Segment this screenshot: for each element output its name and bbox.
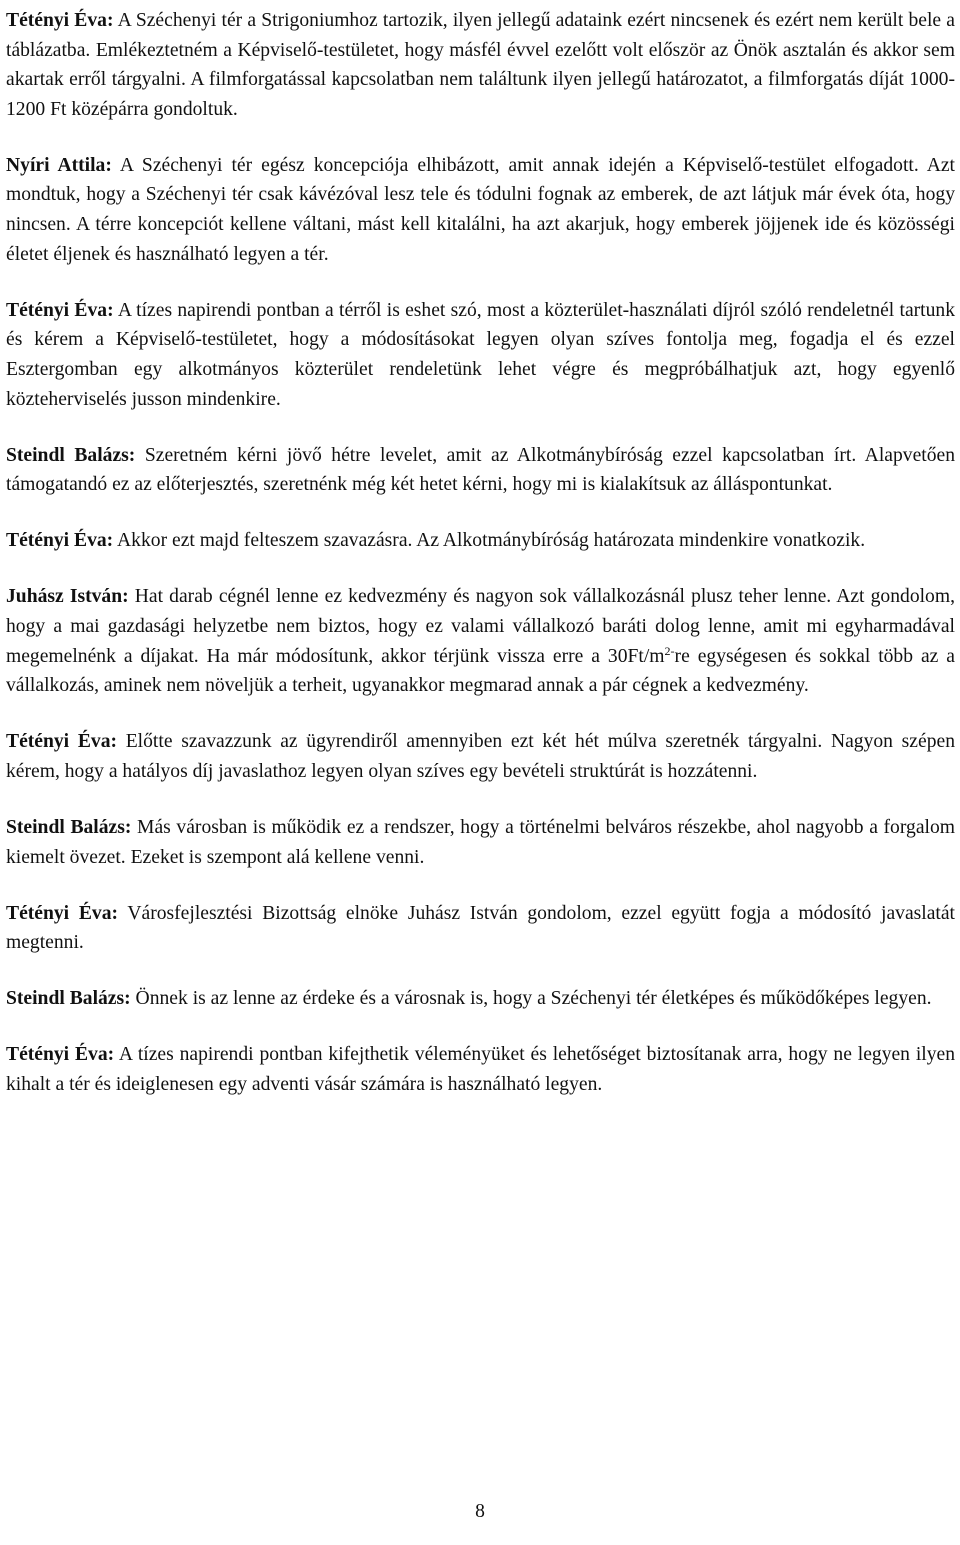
superscript-exponent: 2- [664, 643, 675, 658]
speaker-name: Tétényi Éva: [6, 299, 114, 321]
paragraph-text: A Széchenyi tér egész koncepciója elhibázott, amit annak idején a Képviselő-testület elfogadott. Azt mondtuk, hogy a Széchenyi tér csak kávézóval lesz tele és tódulni fognak az emberek, de azt látjuk már évek óta, hogy nincsen. A térre koncepciót kellene váltani, mást kell kitalálni, ha azt akarjuk, hogy emberek jöjjenek ide és közösségi életet éljenek és használható legyen a tér. [6, 154, 955, 265]
speaker-name: Steindl Balázs: [6, 816, 132, 838]
speaker-name: Tétényi Éva: [6, 10, 114, 31]
page-number: 8 [475, 1501, 485, 1522]
paragraph [6, 582, 955, 700]
paragraph [6, 899, 955, 958]
paragraph-text: A Széchenyi tér a Strigoniumhoz tartozik, ilyen jellegű adataink ezért nincsenek és ezért nem került bele a táblázatba. Emlékeztetném a Képviselő-testületet, hogy másfél évvel ezelőtt volt először az Önök asztalán és akkor sem akartak erről tárgyalni. A filmforgatással kapcsolatban nem találtunk ilyen jellegű határozatot, a filmforgatás díját 1000-1200 Ft középárra gondoltuk. [6, 10, 955, 120]
speaker-name: Juhász István: [6, 586, 129, 608]
paragraph [6, 151, 955, 269]
paragraph [6, 296, 955, 414]
paragraph [6, 813, 955, 872]
paragraph [6, 6, 955, 124]
paragraph [6, 984, 955, 1014]
speaker-name: Steindl Balázs: [6, 988, 131, 1010]
speaker-name: Tétényi Éva: [6, 731, 118, 753]
paragraph-text: Szeretném kérni jövő hétre levelet, amit az Alkotmánybíróság ezzel kapcsolatban írt. Alapvetően támogatandó ez az előterjesztés, szeretnénk még két hetet kérni, hogy mi is kialakítsuk az álláspontunkat. [6, 444, 955, 496]
speaker-name: Tétényi Éva: [6, 902, 119, 924]
paragraph-text: Előtte szavazzunk az ügyrendiről amennyiben ezt két hét múlva szeretnék tárgyalni. Nagyon szépen kérem, hogy a hatályos díj javaslathoz legyen olyan szíves egy bevételi struktúrát is hozzátenni. [6, 731, 955, 782]
paragraph-text: A tízes napirendi pontban kifejthetik véleményüket és lehetőséget biztosítanak arra, hogy ne legyen ilyen kihalt a tér és ideiglenesen egy adventi vásár számára is használható legyen. [6, 1044, 956, 1096]
paragraph [6, 526, 955, 556]
paragraph-text: Más városban is működik ez a rendszer, hogy a történelmi belváros részekbe, ahol nagyobb a forgalom kiemelt övezet. Ezeket is szempont alá kellene venni. [6, 816, 956, 868]
speaker-name: Steindl Balázs: [6, 444, 136, 466]
speaker-name: Tétényi Éva: [6, 1044, 115, 1066]
paragraph-text: Hat darab cégnél lenne ez kedvezmény és nagyon sok vállalkozásnál plusz teher lenne. Azt gondolom, hogy a mai gazdasági helyzetbe nem biztos, hogy ez valami vállalkozó baráti dolog lenne, amit mi egyharmadával megemelnénk a díjakat. Ha már módosítunk, akkor térjünk vissza erre a 30Ft/m [6, 586, 955, 667]
paragraph-text-continued: re egységesen és sokkal több az a vállalkozás, aminek nem növeljük a terheit, ugyanakkor megmarad annak a pár cégnek a kedvezmény. [6, 645, 955, 697]
paragraph-text: A tízes napirendi pontban a térről is eshet szó, most a közterület-használati díjról szóló rendeletnél tartunk és kérem a Képviselő-testületet, hogy a módosításokat legyen olyan szíves fontolja meg, fogadja el és ezzel Esztergomban egy alkotmányos közterület rendeletünk lehet végre és megpróbálhatjuk azt, hogy egyenlő közteherviselés jusson mindenkire. [6, 299, 956, 410]
paragraph-text: Önnek is az lenne az érdeke és a városnak is, hogy a Széchenyi tér életképes és működőképes legyen. [130, 988, 932, 1010]
paragraph [6, 727, 955, 786]
document-page [6, 6, 955, 1126]
speaker-name: Tétényi Éva: [6, 530, 114, 552]
paragraph-text: Akkor ezt majd felteszem szavazásra. Az Alkotmánybíróság határozata mindenkire vonatkozik. [113, 530, 866, 552]
paragraph [6, 441, 955, 500]
paragraph [6, 1040, 955, 1099]
paragraph-text: Városfejlesztési Bizottság elnöke Juhász István gondolom, ezzel együtt fogja a módosító javaslatát megtenni. [6, 902, 955, 954]
speaker-name: Nyíri Attila: [6, 154, 112, 176]
